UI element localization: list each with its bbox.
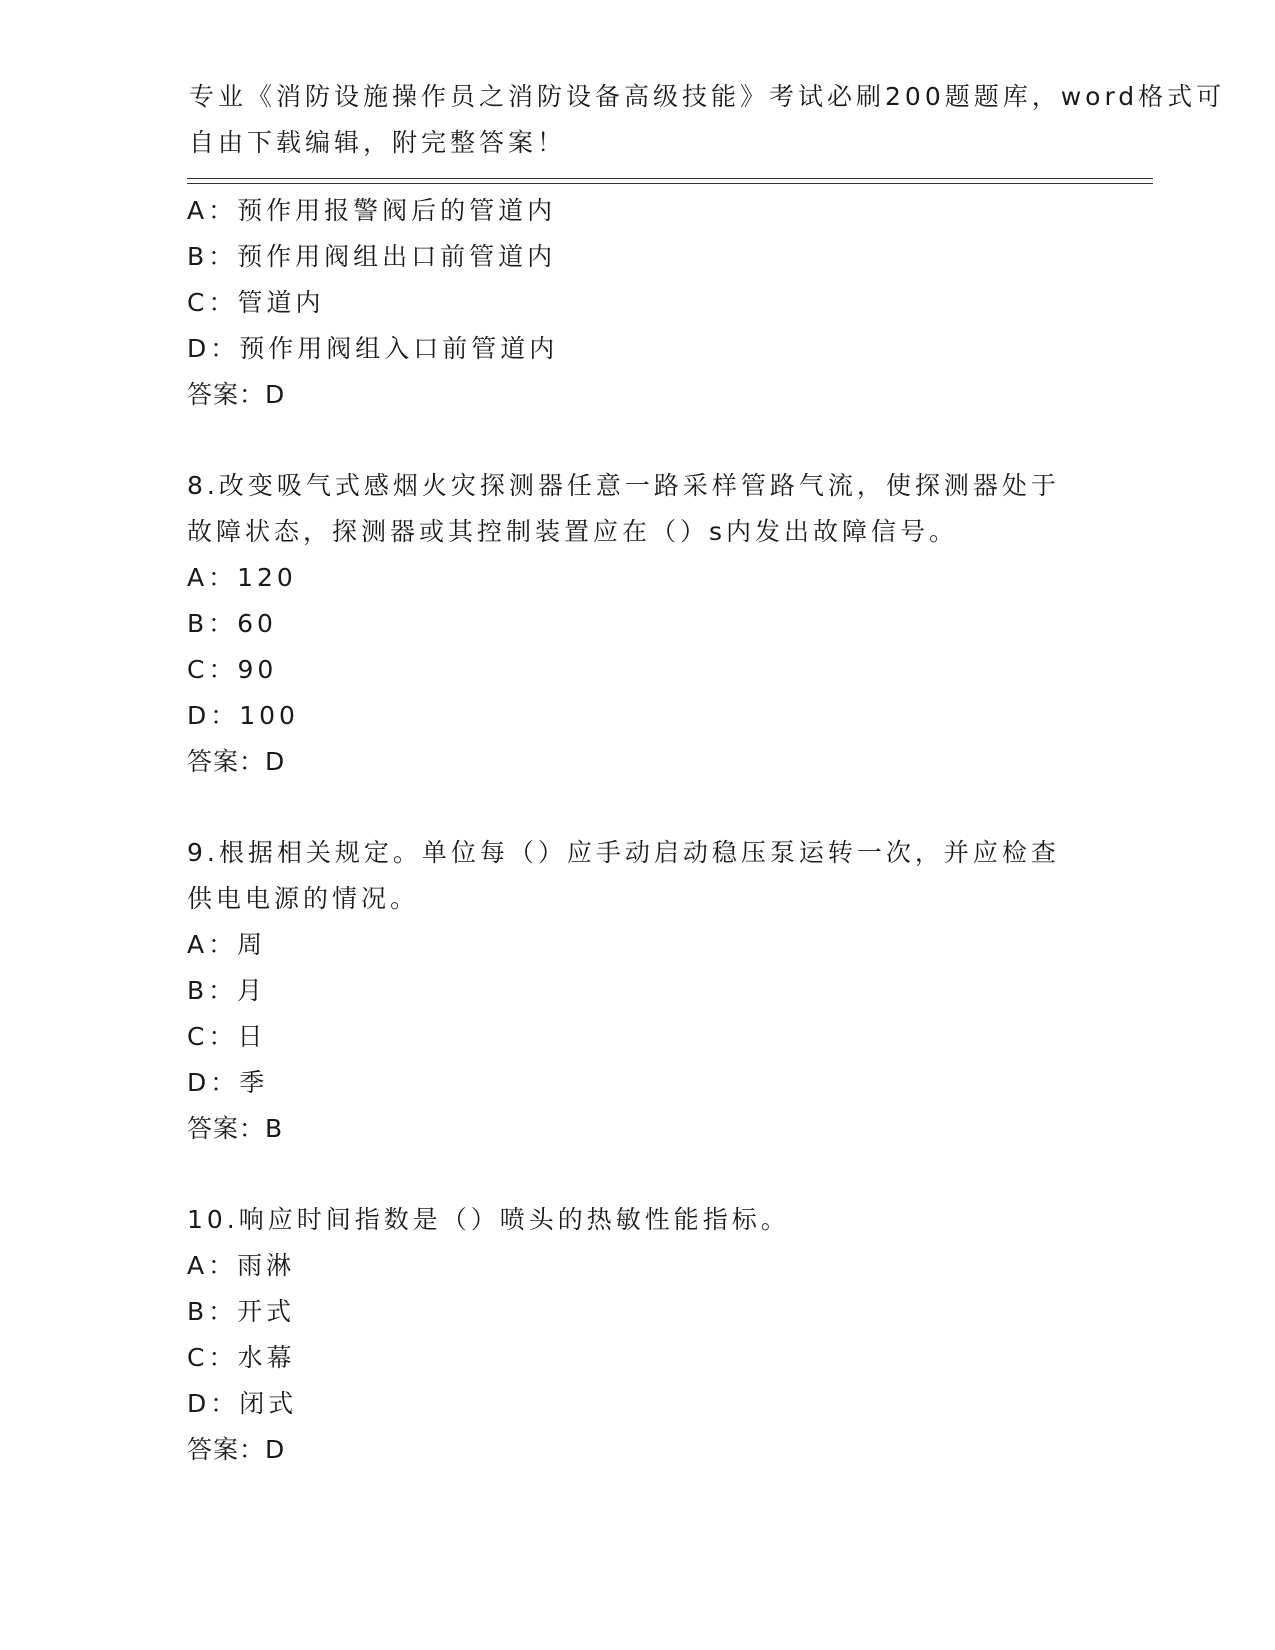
option-d: D：季 [187,1068,269,1097]
question-8 [187,463,1087,785]
option-a: A：周 [187,930,267,959]
option-a: A：预作用报警阀后的管道内 [187,196,557,225]
option-a: A：雨淋 [187,1251,296,1280]
document-header [189,74,1226,166]
question-stem-line-1: 8.改变吸气式感烟火灾探测器任意一路采样管路气流，使探测器处于 [187,471,1060,500]
option-b: B：预作用阀组出口前管道内 [187,242,557,271]
header-divider-top [187,178,1153,179]
question-9 [187,830,1087,1152]
question-stem-line-2: 供电电源的情况。 [187,884,420,913]
option-d: D：预作用阀组入口前管道内 [187,334,559,363]
option-b: B：开式 [187,1297,296,1326]
question-10 [187,1197,1087,1473]
option-b: B：月 [187,976,267,1005]
option-b: B：60 [187,609,277,638]
option-a: A：120 [187,563,297,592]
option-d: D：闭式 [187,1389,298,1418]
question-stem-line-1: 9.根据相关规定。单位每（）应手动启动稳压泵运转一次，并应检查 [187,838,1060,867]
header-divider-bottom [187,183,1153,184]
option-c: C：日 [187,1022,267,1051]
option-d: D：100 [187,701,299,730]
question-stem-line-1: 10.响应时间指数是（）喷头的热敏性能指标。 [187,1205,790,1234]
question-stem-line-2: 故障状态，探测器或其控制装置应在（）s内发出故障信号。 [187,517,959,546]
answer: 答案：D [187,747,286,776]
option-c: C：水幕 [187,1343,296,1372]
answer: 答案：D [187,1435,286,1464]
question-list [187,188,1087,1473]
option-c: C：90 [187,655,278,684]
header-line-2: 自由下载编辑，附完整答案！ [189,128,567,157]
answer: 答案：B [187,1114,284,1143]
question-7 [187,188,1087,418]
header-line-1: 专业《消防设施操作员之消防设备高级技能》考试必刷200题题库，word格式可 [189,82,1226,111]
answer: 答案：D [187,380,286,409]
option-c: C：管道内 [187,288,325,317]
